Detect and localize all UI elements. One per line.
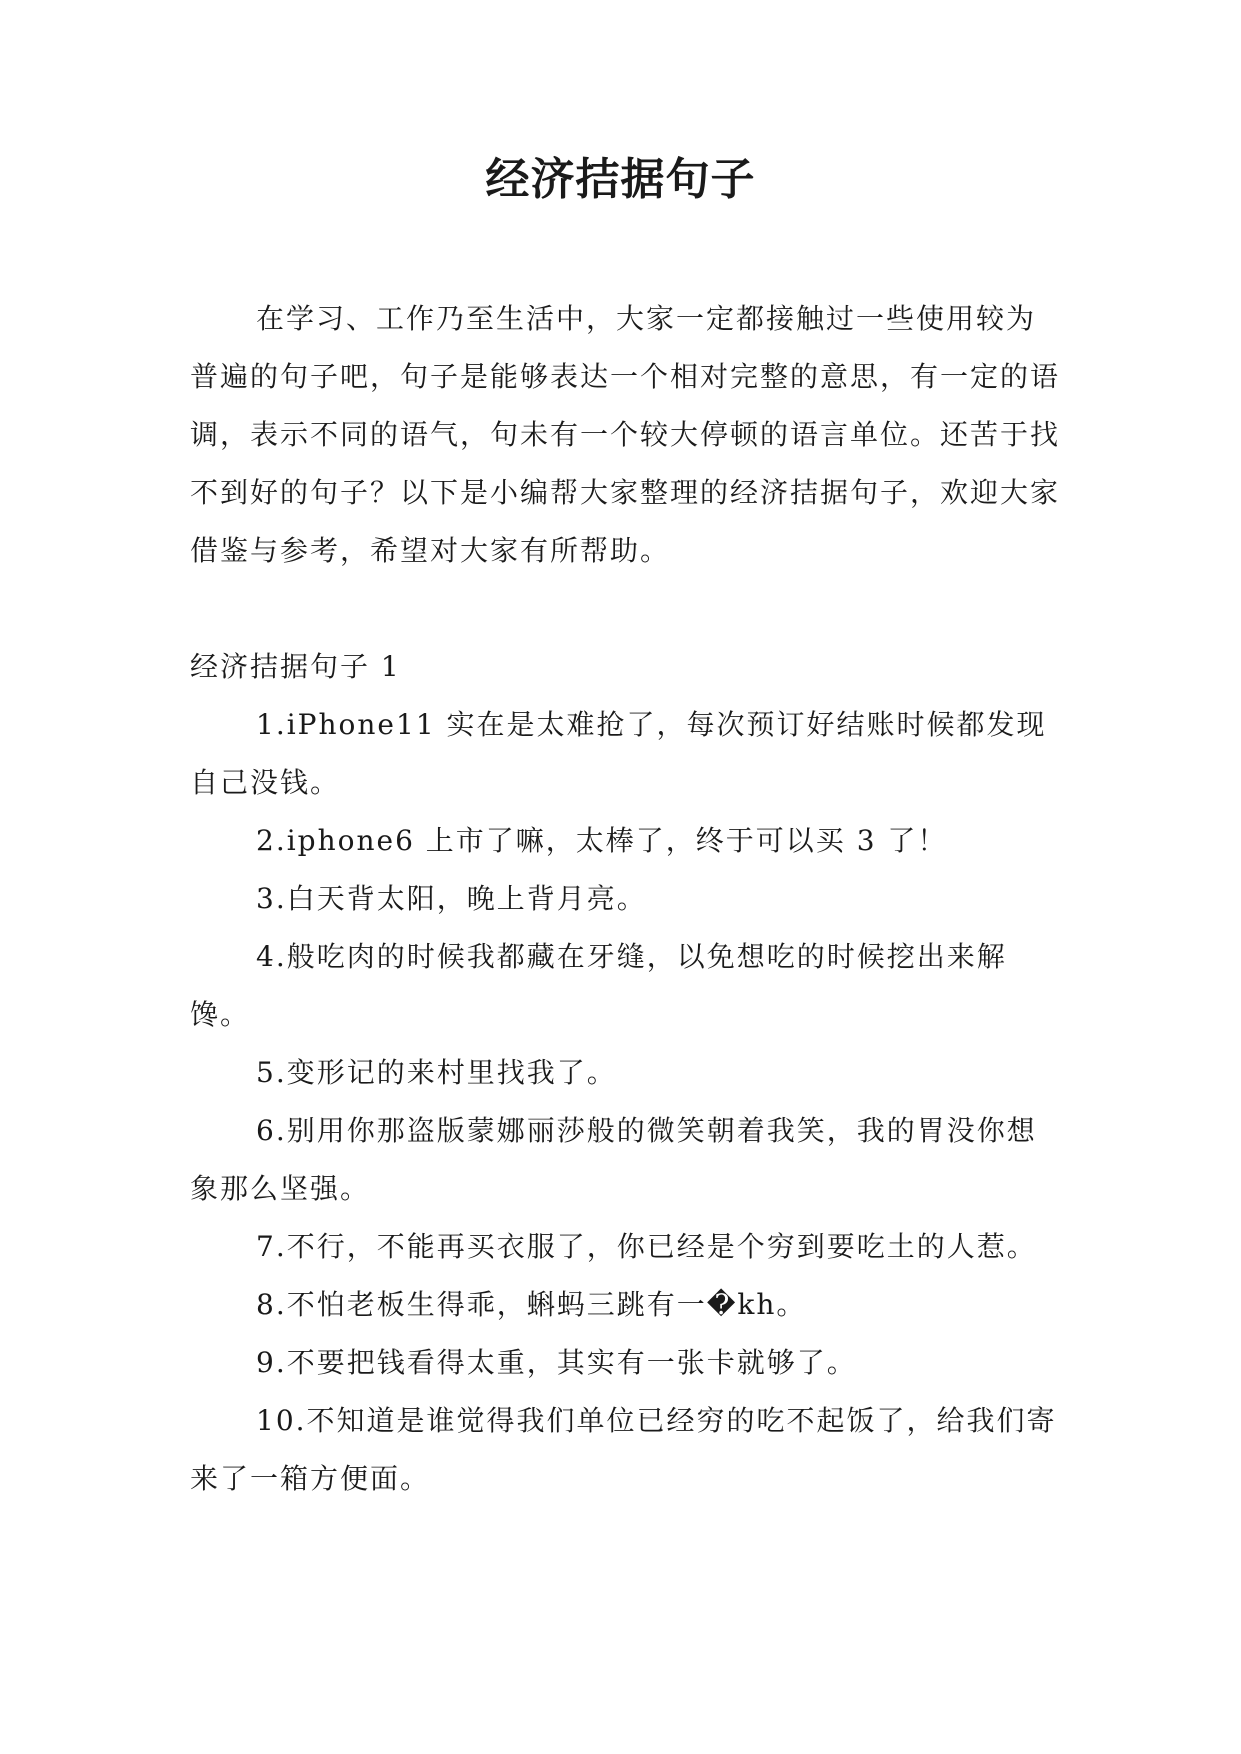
- list-item: 3.白天背太阳，晚上背月亮。: [256, 882, 647, 915]
- list-item: 1.iPhone11 实在是太难抢了，每次预订好结账时候都发现自己没钱。: [190, 708, 1047, 799]
- list-item: 2.iphone6 上市了嘛，太棒了，终于可以买 3 了！: [256, 824, 948, 857]
- document-body: [190, 290, 1060, 1508]
- list-item: 6.别用你那盗版蒙娜丽莎般的微笑朝着我笑，我的胃没你想象那么坚强。: [190, 1114, 1037, 1205]
- list-item: 4.般吃肉的时候我都藏在牙缝，以免想吃的时候挖出来解馋。: [190, 940, 1007, 1031]
- intro-paragraph: 在学习、工作乃至生活中，大家一定都接触过一些使用较为普遍的句子吧，句子是能够表达一个相对完整的意思，有一定的语调，表示不同的语气，句未有一个较大停顿的语言单位。还苦于找不到好的句子？以下是小编帮大家整理的经济拮据句子，欢迎大家借鉴与参考，希望对大家有所帮助。: [190, 302, 1061, 567]
- list-item: 9.不要把钱看得太重，其实有一张卡就够了。: [256, 1346, 857, 1379]
- list-item: 10.不知道是谁觉得我们单位已经穷的吃不起饭了，给我们寄来了一箱方便面。: [190, 1404, 1057, 1495]
- section-heading: 经济拮据句子 1: [190, 650, 401, 683]
- document-title: 经济拮据句子: [485, 154, 756, 205]
- list-item: 7.不行，不能再买衣服了，你已经是个穷到要吃土的人惹。: [256, 1230, 1037, 1263]
- list-item: 5.变形记的来村里找我了。: [256, 1056, 617, 1089]
- list-item: 8.不怕老板生得乖，蝌蚂三跳有一�kh。: [256, 1288, 807, 1321]
